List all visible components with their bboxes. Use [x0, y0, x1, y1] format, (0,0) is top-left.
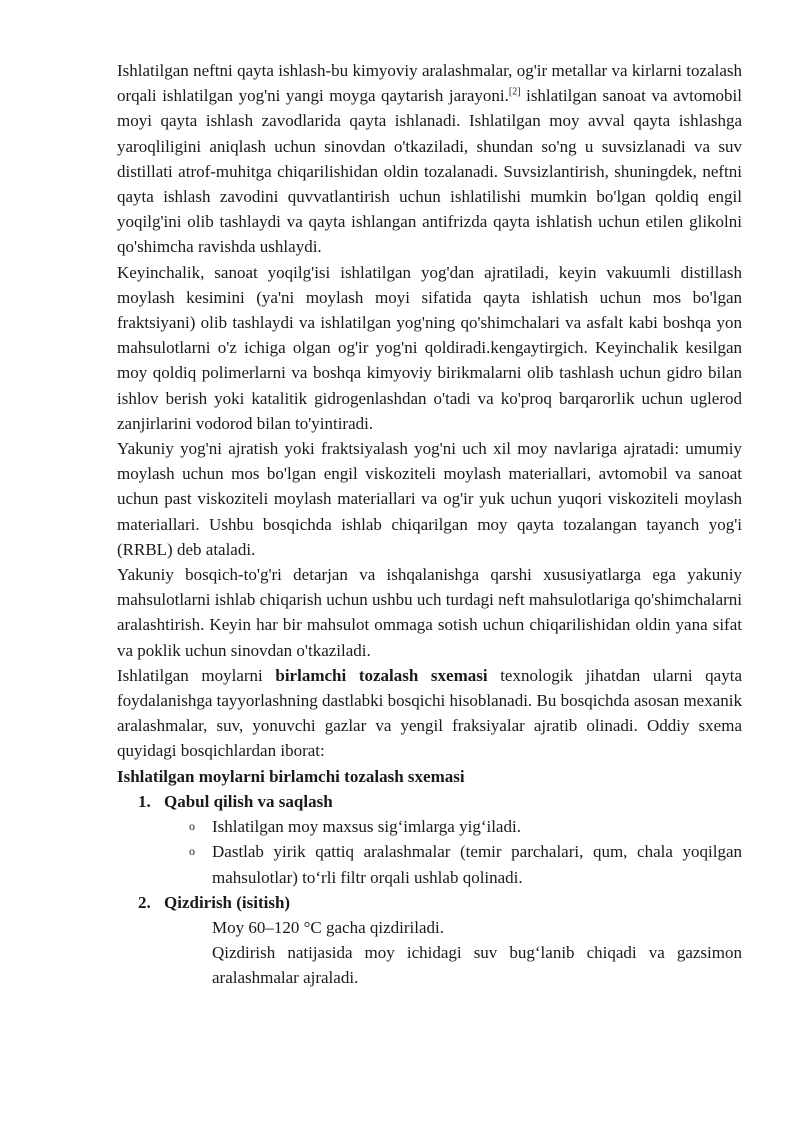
section-heading: Ishlatilgan moylarni birlamchi tozalash sxemasi [117, 766, 465, 786]
bullet-marker: o [189, 819, 195, 834]
bullet-marker: o [189, 844, 195, 859]
paragraph-intro [117, 58, 742, 260]
step-number: 2. [138, 892, 151, 912]
paragraph-primary-scheme-start: Ishlatilgan moylarni [117, 665, 276, 685]
step-title: Qabul qilish va saqlash [164, 791, 333, 811]
paragraph-primary-scheme [117, 663, 742, 764]
paragraph-intro-continued: ishlatilgan sanoat va avtomobil moyi qayta ishlash zavodlarida qayta ishlanadi. Ishlatilgan moy avval qayta ishlashga yaroqliligini aniqlash uchun sinovdan o'tkaziladi, shundan so'ng u suvsizlanadi va suv distillati atrof-muhitga chiqarilishidan oldin tozalanadi. Suvsizlantirish, shuningdek, neftni qayta ishlash zavodini quvvatlantirish uchun ishlatilishi mumkin bo'lgan qoldiq engil yoqilg'ini olib tashlaydi va qayta ishlangan antifrizda qayta ishlatish uchun etilen glikolni qo'shimcha ravishda ushlaydi. [117, 86, 742, 257]
bullet-text: Dastlab yirik qattiq aralashmalar (temir parchalari, qum, chala yoqilgan mahsulotlar) to‘rli filtr orqali ushlab qolinadi. [212, 842, 742, 887]
step-item [117, 789, 742, 814]
step-number: 1. [138, 791, 151, 811]
paragraph-intro-text: Ishlatilgan neftni qayta ishlash-bu kimyoviy aralashmalar, og'ir metallar va kirlarni tozalash orqali ishlatilgan yog'ni yangi moyga qaytarish jarayoni. [117, 61, 742, 106]
step-line: Qizdirish natijasida moy ichidagi suv bug‘lanib chiqadi va gazsimon aralashmalar ajraladi. [212, 943, 742, 988]
document-body [117, 58, 742, 991]
paragraph-primary-scheme-bold: birlamchi tozalash sxemasi [275, 665, 488, 685]
paragraph-fractionation: Yakuniy yog'ni ajratish yoki fraktsiyalash yog'ni uch xil moy navlariga ajratadi: umumiy moylash uchun mos bo'lgan engil viskoziteli moylash materiallari, avtomobil va sanoat uchun past viskoziteli moylash materiallari va og'ir yuk uchun yuqori viskoziteli moylash materiallari. Ushbu bosqichda ishlab chiqarilgan moy qayta tozalangan tayanch yog'i (RRBL) deb ataladi. [117, 439, 742, 559]
bullet-item [117, 814, 742, 839]
bullet-item [117, 839, 742, 889]
paragraph-final-stage: Yakuniy bosqich-to'g'ri detarjan va ishqalanishga qarshi xususiyatlarga ega yakuniy mahsulotlarni ishlab chiqarish uchun ushbu uch turdagi neft mahsulotlariga qo'shimchalarni aralashtirish. Keyin har bir mahsulot ommaga sotish uchun chiqarilishidan oldin yana sifat va poklik uchun sinovdan o'tkaziladi. [117, 565, 742, 660]
paragraph-distillation: Keyinchalik, sanoat yoqilg'isi ishlatilgan yog'dan ajratiladi, keyin vakuumli distillash moylash kesimini (ya'ni moylash moyi sifatida qayta ishlatish uchun mos bo'lgan fraktsiyani) olib tashlaydi va ishlatilgan yog'ning qo'shimchalari va asfalt kabi boshqa yon mahsulotlarni o'z ichiga olgan og'ir yog'ni qoldiradi.kengaytirgich. Keyinchalik kesilgan moy qoldiq polimerlarni va boshqa kimyoviy birikmalarni olib tashlash uchun gidro bilan ishlov berish yoki katalitik gidrogenlashdan o'tadi va ko'proq barqarorlik uchun uglerod zanjirlarini vodorod bilan to'yintiradi. [117, 262, 742, 433]
reference-superscript[interactable]: [2] [508, 86, 521, 98]
step-title: Qizdirish (isitish) [164, 892, 291, 912]
step-line: Moy 60–120 °C gacha qizdiriladi. [212, 917, 445, 937]
paragraph-primary-scheme-end: texnologik jihatdan ularni qayta foydalanishga tayyorlashning dastlabki bosqichi hisoblanadi. Bu bosqichda asosan mexanik aralashmalar, suv, yonuvchi gazlar va yengil fraksiyalar ajratib olinadi. Oddiy sxema quyidagi bosqichlardan iborat: [117, 665, 742, 761]
step-item [117, 890, 742, 915]
bullet-text: Ishlatilgan moy maxsus sig‘imlarga yig‘iladi. [212, 817, 521, 837]
